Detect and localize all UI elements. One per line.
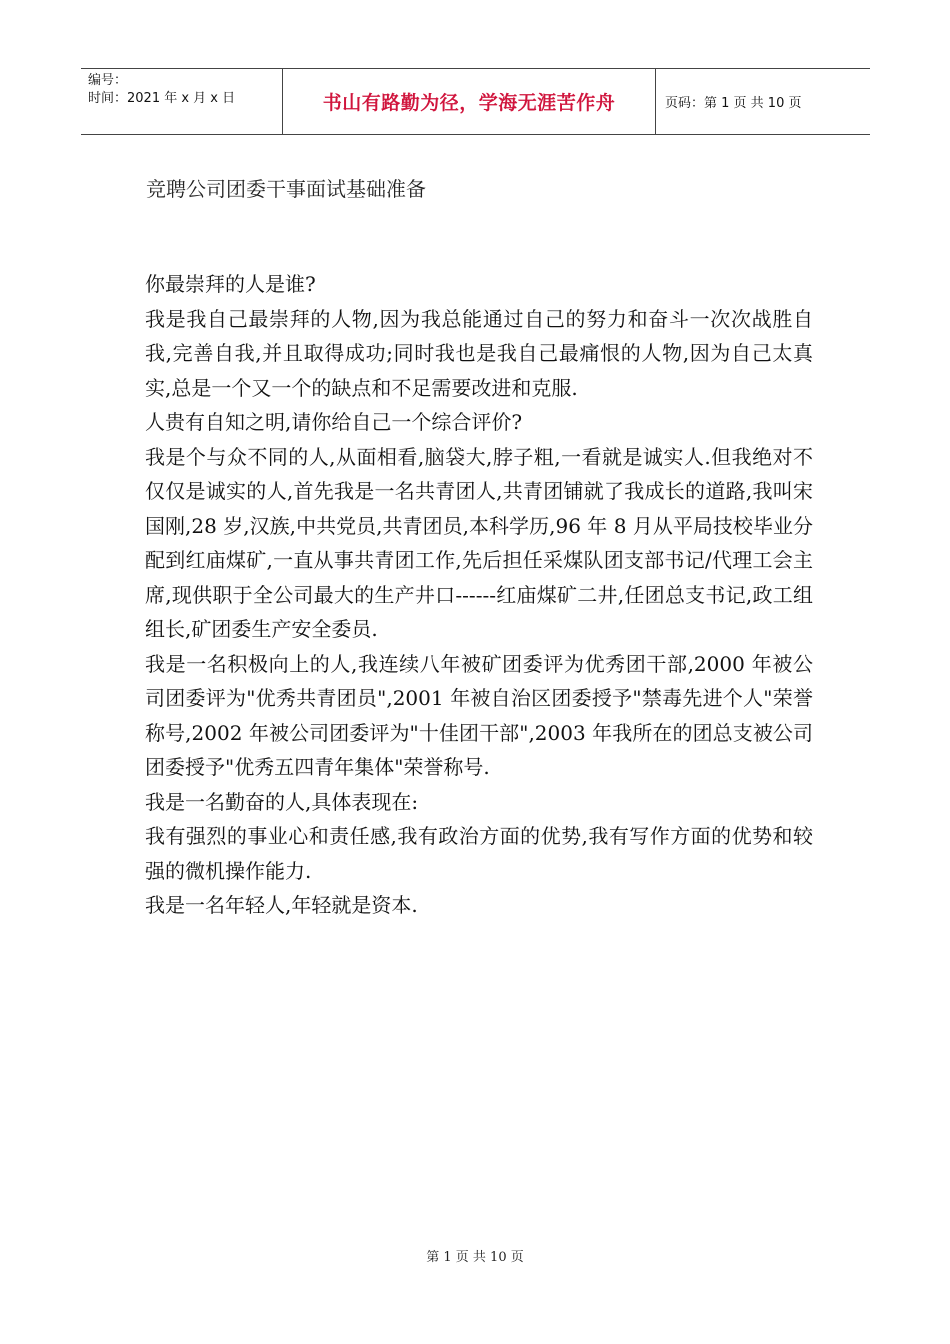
- question-paragraph: 你最崇拜的人是谁?: [145, 272, 316, 296]
- date-label: 时间：2021 年 x 月 x 日: [88, 91, 236, 106]
- header-page-cell: [656, 69, 870, 134]
- document-title: 竞聘公司团委干事面试基础准备: [146, 177, 426, 201]
- motto-text: 书山有路勤为径，学海无涯苦作舟: [322, 92, 616, 114]
- page-footer: [0, 1246, 950, 1265]
- document-header: [81, 68, 870, 135]
- header-meta-cell: [81, 69, 283, 134]
- answer-paragraph: 我是一名积极向上的人,我连续八年被矿团委评为优秀团干部,2000 年被公司团委评为"优秀共青团员",2001 年被自治区团委授予"禁毒先进个人"荣誉称号,2002 年被公司团委评为"十佳团干部",2003 年我所在的团总支被公司团委授予"优秀五四青年集体"荣誉称号.: [145, 651, 813, 779]
- answer-paragraph: 我有强烈的事业心和责任感,我有政治方面的优势,我有写作方面的优势和较强的微机操作能力.: [145, 824, 813, 883]
- page-info: 页码：第 1 页 共 10 页: [665, 96, 802, 111]
- question-paragraph: 人贵有自知之明,请你给自己一个综合评价?: [145, 410, 523, 434]
- header-motto-cell: [283, 69, 656, 134]
- answer-paragraph: 我是一名勤奋的人,具体表现在:: [145, 789, 419, 814]
- answer-paragraph: 我是个与众不同的人,从面相看,脑袋大,脖子粗,一看就是诚实人.但我绝对不仅仅是诚实的人,首先我是一名共青团人,共青团铺就了我成长的道路,我叫宋国刚,28 岁,汉族,中共党员,共青团员,本科学历,96 年 8 月从平局技校毕业分配到红庙煤矿,一直从事共青团工作,先后担任采煤队团支部书记/代理工会主席,现供职于全公司最大的生产井口------红庙煤矿二井,任团总支书记,政工组组长,矿团委生产安全委员.: [145, 444, 813, 641]
- document-body: [145, 267, 813, 923]
- number-label: 编号：: [88, 73, 128, 88]
- answer-paragraph: 我是我自己最崇拜的人物,因为我总能通过自己的努力和奋斗一次次战胜自我,完善自我,并且取得成功;同时我也是我自己最痛恨的人物,因为自己太真实,总是一个又一个的缺点和不足需要改进和克服.: [145, 306, 813, 400]
- footer-page-label: 第 1 页 共 10 页: [426, 1250, 524, 1265]
- answer-paragraph: 我是一名年轻人,年轻就是资本.: [145, 893, 418, 917]
